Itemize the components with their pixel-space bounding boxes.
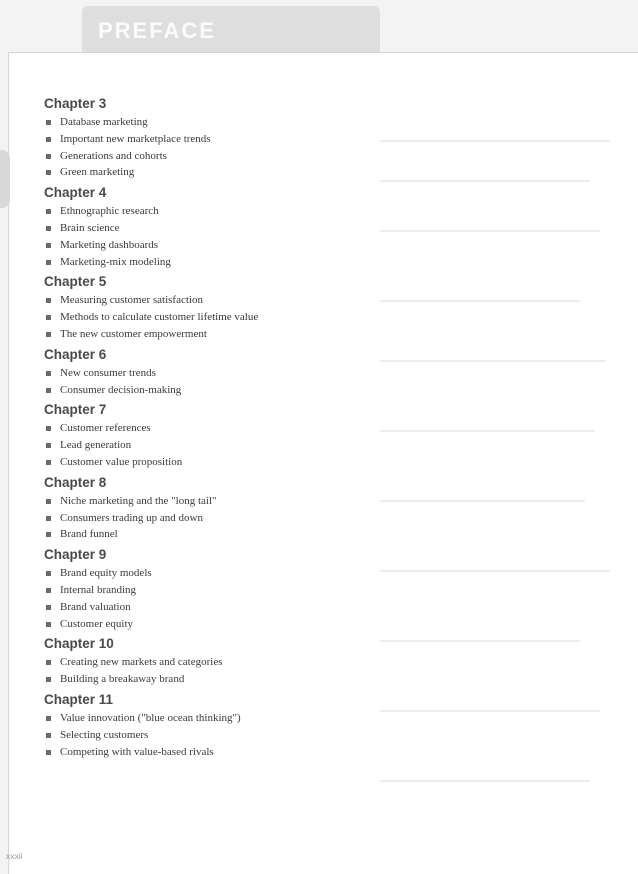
chapter-heading: Chapter 8 [44,474,107,490]
chapter-section [44,632,364,688]
topic-item: Customer equity [44,616,364,633]
topic-item: Niche marketing and the "long tail" [44,493,364,510]
square-bullet-icon [46,571,51,576]
topic-item: Customer references [44,420,364,437]
chapter-heading: Chapter 10 [44,636,114,652]
topic-item: The new customer empowerment [44,326,364,343]
chapter-heading: Chapter 6 [44,346,107,362]
square-bullet-icon [46,677,51,682]
square-bullet-icon [46,298,51,303]
chapter-heading: Chapter 5 [44,274,107,290]
topic-item: New consumer trends [44,365,364,382]
topic-item: Internal branding [44,582,364,599]
topic-item: Brand funnel [44,526,364,543]
chapter-heading: Chapter 7 [44,402,107,418]
square-bullet-icon [46,226,51,231]
topic-item: Marketing dashboards [44,237,364,254]
preface-tab [82,6,380,56]
square-bullet-icon [46,243,51,248]
topic-item: Database marketing [44,114,364,131]
square-bullet-icon [46,120,51,125]
square-bullet-icon [46,460,51,465]
square-bullet-icon [46,750,51,755]
square-bullet-icon [46,209,51,214]
topic-item: Selecting customers [44,727,364,744]
square-bullet-icon [46,315,51,320]
page-number: xxxii [6,851,23,861]
topic-item: Competing with value-based rivals [44,744,364,761]
section-title: PREFACE [98,18,216,43]
square-bullet-icon [46,499,51,504]
topic-item: Consumer decision-making [44,382,364,399]
square-bullet-icon [46,332,51,337]
chapter-section [44,688,364,760]
topic-item: Consumers trading up and down [44,510,364,527]
square-bullet-icon [46,154,51,159]
square-bullet-icon [46,660,51,665]
square-bullet-icon [46,716,51,721]
page-edge-shadow [0,150,10,208]
topic-item: Important new marketplace trends [44,131,364,148]
chapter-section [44,343,364,399]
topic-item: Marketing-mix modeling [44,254,364,271]
square-bullet-icon [46,516,51,521]
topic-item: Creating new markets and categories [44,654,364,671]
square-bullet-icon [46,532,51,537]
topic-item: Value innovation ("blue ocean thinking") [44,710,364,727]
topic-item: Measuring customer satisfaction [44,292,364,309]
topic-item: Ethnographic research [44,203,364,220]
chapter-heading: Chapter 9 [44,547,107,563]
square-bullet-icon [46,388,51,393]
topic-item: Brain science [44,220,364,237]
chapter-heading: Chapter 4 [44,185,107,201]
square-bullet-icon [46,443,51,448]
chapter-heading: Chapter 3 [44,96,107,111]
square-bullet-icon [46,588,51,593]
topic-item: Customer value proposition [44,454,364,471]
square-bullet-icon [46,622,51,627]
square-bullet-icon [46,605,51,610]
chapter-section [44,543,364,632]
chapter-section [44,270,364,342]
square-bullet-icon [46,371,51,376]
topic-item: Brand equity models [44,565,364,582]
square-bullet-icon [46,733,51,738]
chapter-section [44,471,364,543]
topic-item: Lead generation [44,437,364,454]
chapter-heading: Chapter 11 [44,691,114,707]
topic-item: Green marketing [44,164,364,181]
topic-item: Brand valuation [44,599,364,616]
square-bullet-icon [46,426,51,431]
topic-item: Methods to calculate customer lifetime value [44,309,364,326]
square-bullet-icon [46,170,51,175]
square-bullet-icon [46,260,51,265]
chapter-section [44,181,364,270]
topic-item: Building a breakaway brand [44,671,364,688]
chapter-section [44,92,364,181]
chapter-section [44,398,364,470]
square-bullet-icon [46,137,51,142]
topic-item: Generations and cohorts [44,148,364,165]
chapter-list [44,92,364,760]
